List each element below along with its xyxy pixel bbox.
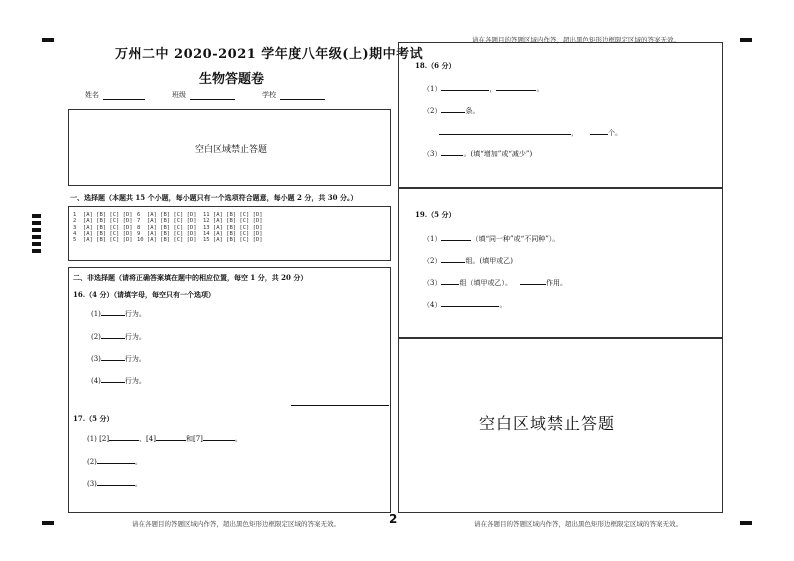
q18-blank-2[interactable] [496,83,536,91]
q19-l1-prefix: （1） [423,235,442,243]
q16-blank-2[interactable] [101,331,125,339]
timing-mark [32,228,41,232]
q16-index-1: (1) [91,310,101,318]
blank-zone-text: 空白区域禁止答题 [195,145,268,155]
q18-l2-suffix: 条。 [465,107,480,115]
q16-suffix-2: 行为。 [124,333,146,341]
registration-mark-bottom-left [42,521,54,525]
blank-zone-box [68,109,391,186]
q19-l3-mid: 组（填甲或乙）。 [459,279,512,287]
q18-blank-4[interactable] [439,127,571,135]
name-field[interactable] [103,99,145,100]
q16-index-4: (4) [91,377,101,385]
nonchoice-box [68,267,391,513]
q18-blank-1[interactable] [441,83,489,91]
q18-line-2b [439,127,622,138]
q16-blank-1[interactable] [101,308,125,316]
choice-answer-box [68,206,391,261]
q18-blank-5[interactable] [590,127,608,135]
q18-l1-end: 。 [536,85,544,93]
q17-blank-4[interactable] [97,456,135,464]
notice-bottom-left: 请在各题目的答题区域内作答，超出黑色矩形边框限定区域的答案无效。 [132,520,340,528]
q18-box [398,42,723,188]
timing-mark [32,242,41,246]
bubble-column-2[interactable]: 6 [A] [B] [C] [D] 7 [A] [B] [C] [D] 8 [A] [B] [C] [D] 9 [A] [B] [C] [D] 10 [A] [B] [C] [D] [137,212,197,244]
q16-line-3 [91,353,146,364]
q19-line-1 [423,233,559,244]
q16-index-3: (3) [91,355,101,363]
q19-heading: 19.（5 分） [415,210,456,219]
nonchoice-heading: 二、非选择题（请将正确答案填在题中的相应位置，每空 1 分，共 20 分） [73,273,308,282]
timing-mark [32,221,41,225]
q19-blank-4[interactable] [520,277,546,285]
q16-line-1 [91,308,146,319]
notice-top-right: 请在各题目的答题区域内作答，超出黑色矩形边框限定区域的答案无效。 [472,36,680,44]
class-label: 班级 [172,91,186,99]
q16-blank-3[interactable] [101,353,125,361]
q19-line-4 [423,299,506,310]
timing-mark [32,235,41,239]
q19-l1-suffix: （填“同一种”或“不同种”）。 [471,235,560,243]
q18-l1-sep: ， [489,85,497,93]
q19-line-2 [423,255,513,266]
q17-line-2 [87,456,142,467]
q18-heading: 18.（6 分） [415,61,456,70]
q17-line-3 [87,478,142,489]
q16-suffix-4: 行为。 [124,377,146,385]
q19-l4-prefix: （4） [423,301,442,309]
q18-l2b-suffix: 个。 [608,129,622,137]
q17-heading: 17.（5 分） [73,414,114,423]
notice-bottom-right: 请在各题目的答题区域内作答，超出黑色矩形边框限定区域的答案无效。 [474,520,682,528]
school-field[interactable] [280,99,325,100]
q18-line-1 [423,83,543,94]
q19-line-3 [423,277,567,288]
q17-l1-mid1: 、[4] [139,435,156,443]
q19-l4-suffix: 。 [499,301,507,309]
q17-l3-end: 。 [134,480,142,488]
q18-blank-3[interactable] [441,105,465,113]
exam-title: 万州二中 2020-2021 学年度八年级(上)期中考试 [115,47,424,62]
bubble-column-1[interactable]: 1 [A] [B] [C] [D] 2 [A] [B] [C] [D] 3 [A] [B] [C] [D] 4 [A] [B] [C] [D] 5 [A] [B] [C] [D] [73,212,133,244]
q16-line-4 [91,375,146,386]
class-field[interactable] [190,99,235,100]
q19-l2-prefix: （2） [423,257,442,265]
registration-mark-bottom-right [740,521,752,525]
q18-line-2 [423,105,479,116]
blank-zone-text-right: 空白区域禁止答题 [479,414,616,433]
q17-l2-prefix: (2) [87,458,97,466]
registration-mark-top-right [740,38,752,42]
q17-l1-end: 。 [234,435,242,443]
q16-line-2 [91,331,146,342]
q17-l1-prefix: (1) [2] [87,435,110,443]
timing-mark [32,214,41,218]
bubble-column-3[interactable]: 11 [A] [B] [C] [D] 12 [A] [B] [C] [D] 13 [A] [B] [C] [D] 14 [A] [B] [C] [D] 15 [A] [B] [C] [D] [203,212,263,244]
q19-blank-1[interactable] [441,233,471,241]
timing-mark [32,249,41,253]
q18-l3-prefix: （3） [423,150,442,158]
q16-blank-4[interactable] [101,375,125,383]
q19-blank-2[interactable] [441,255,465,263]
separator-line [291,405,389,406]
choice-heading: 一、选择题（本题共 15 个小题，每小题只有一个选项符合题意，每小题 2 分，共 30 分。） [70,193,358,202]
q19-l3-suffix: 作用。 [545,279,567,287]
q17-l1-mid2: 和[7] [185,435,203,443]
q17-blank-1[interactable] [109,433,139,441]
q18-line-3 [423,148,532,159]
q18-l3-suffix: 。(填“增加”或“减少”) [463,150,533,158]
name-label: 姓名 [85,91,99,99]
q19-blank-5[interactable] [441,299,499,307]
q17-line-1 [87,433,242,444]
q18-l1-prefix: （1） [423,85,442,93]
q19-l3-prefix: （3） [423,279,442,287]
q16-suffix-1: 行为。 [124,310,146,318]
q17-blank-2[interactable] [156,433,186,441]
q17-blank-5[interactable] [97,478,135,486]
q16-suffix-3: 行为。 [124,355,146,363]
q17-l3-prefix: (3) [87,480,97,488]
q18-blank-6[interactable] [441,148,463,156]
registration-mark-top-left [42,38,54,42]
q19-l2-suffix: 组。(填甲或乙) [465,257,513,265]
q19-blank-3[interactable] [441,277,459,285]
q18-l2-prefix: （2） [423,107,442,115]
q18-l2b-sep: ， [571,129,578,137]
page-number: 2 [389,512,398,526]
q19-box [398,188,723,338]
blank-zone-box-right [398,338,723,513]
school-label: 学校 [262,91,276,99]
sheet-title: 生物答题卷 [199,72,265,87]
q16-heading: 16.（4 分）（请填字母，每空只有一个选项） [73,290,215,299]
q16-index-2: (2) [91,333,101,341]
q17-blank-3[interactable] [203,433,235,441]
q17-l2-end: 。 [134,458,142,466]
